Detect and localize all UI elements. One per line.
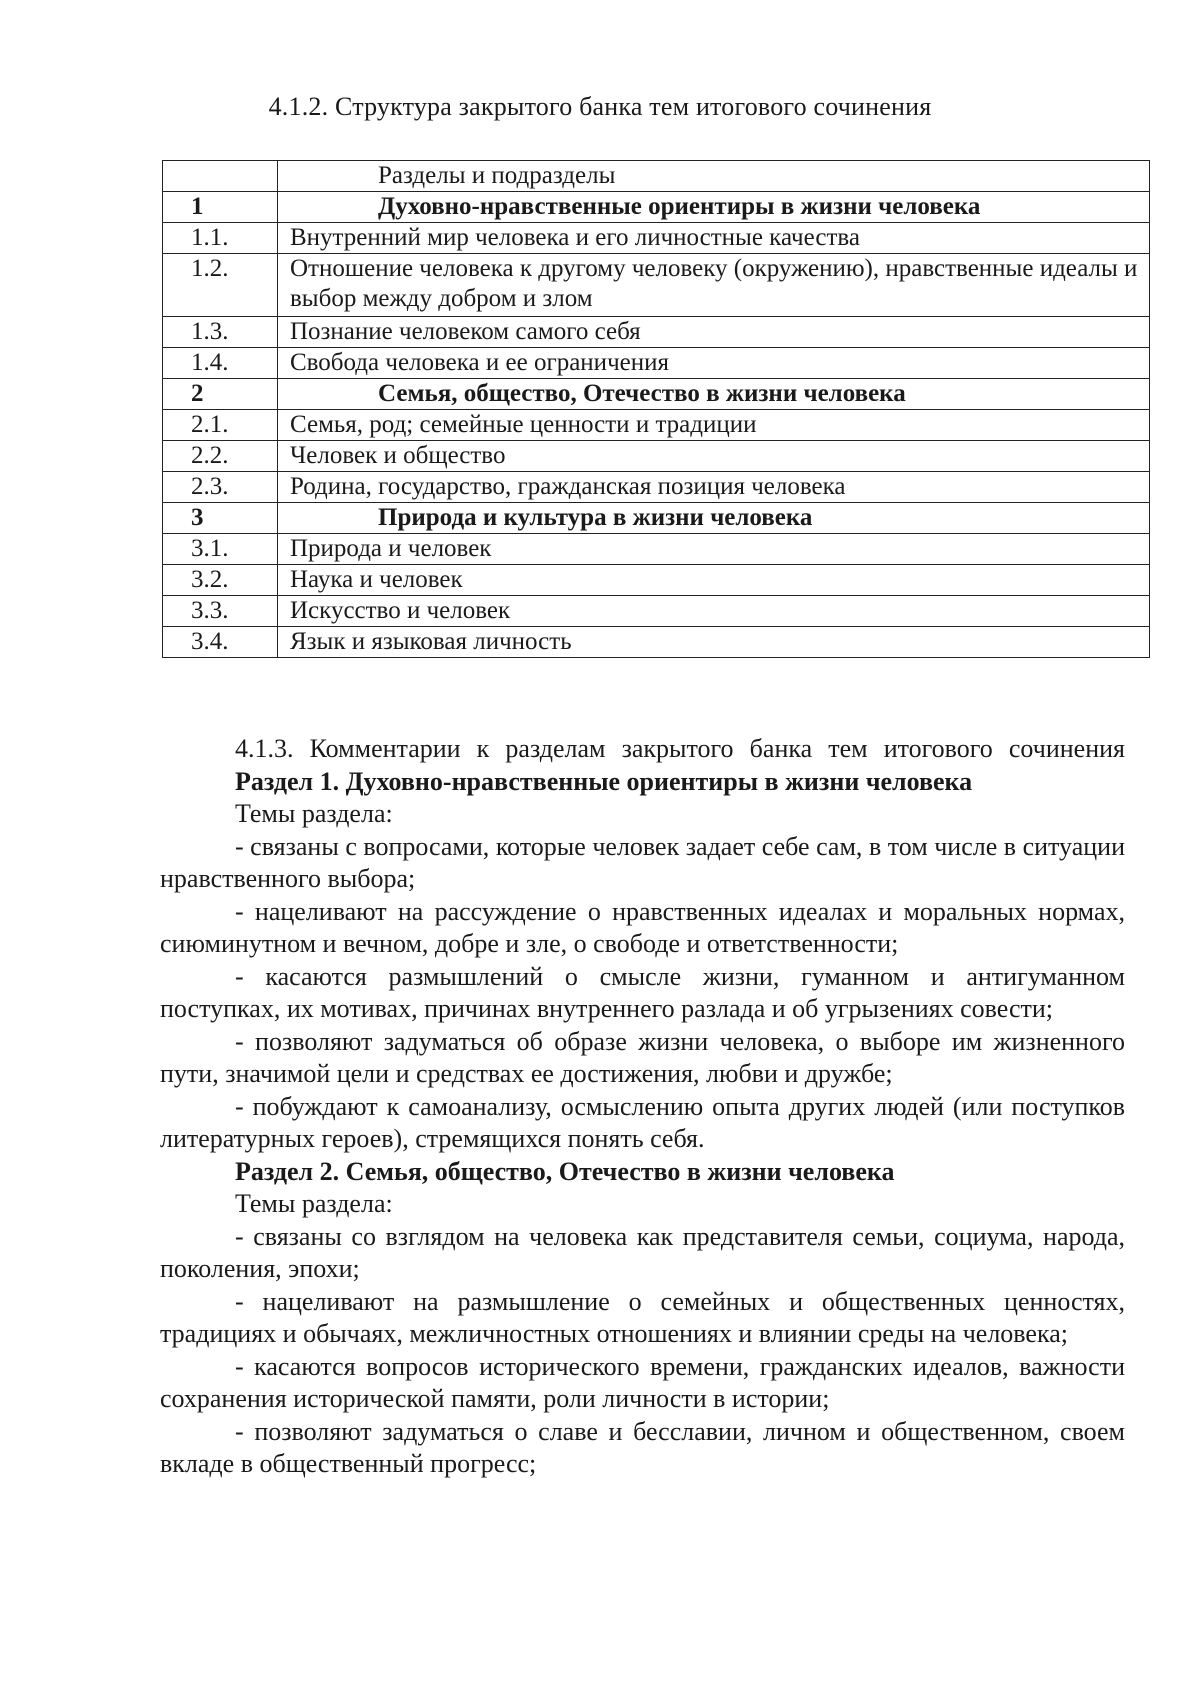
row-number: 3.3.: [163, 596, 278, 627]
subsection-title: Отношение человека к другому человеку (окружению), нравственные идеалы и выбор между добром и злом: [278, 254, 1150, 317]
section-1-item: - касаются размышлений о смысле жизни, гуманном и антигуманном поступках, их мотивах, причинах внутреннего разлада и об угрызениях совести;: [160, 961, 1125, 1023]
section-2-item: - касаются вопросов исторического времени, гражданских идеалов, важности сохранения исторической памяти, роли личности в истории;: [160, 1351, 1125, 1413]
table-row: [163, 596, 1150, 627]
table-row: [163, 348, 1150, 379]
row-number: 2.3.: [163, 472, 278, 503]
comments-section: [160, 733, 1125, 1481]
section-title: Духовно-нравственные ориентиры в жизни человека: [278, 192, 1150, 223]
subsection-title: Познание человеком самого себя: [278, 317, 1150, 348]
row-number: 2: [163, 379, 278, 410]
table-row: [163, 565, 1150, 596]
table-row: [163, 223, 1150, 254]
table-row: [163, 534, 1150, 565]
topics-structure-table: [162, 160, 1150, 658]
table-header-num-cell: [163, 161, 278, 192]
section-1-item: - нацеливают на рассуждение о нравственных идеалах и моральных нормах, сиюминутном и вечном, добре и зле, о свободе и ответственности;: [160, 896, 1125, 958]
row-number: 1.3.: [163, 317, 278, 348]
section-2-label: Темы раздела:: [235, 1189, 393, 1218]
table-row: [163, 503, 1150, 534]
section-1-item: - связаны с вопросами, которые человек задает себе сам, в том числе в ситуации нравственного выбора;: [160, 831, 1125, 893]
row-number: 3: [163, 503, 278, 534]
subsection-title: Внутренний мир человека и его личностные качества: [278, 223, 1150, 254]
table-row: [163, 627, 1150, 658]
table-header-row: [163, 161, 1150, 192]
row-number: 1.1.: [163, 223, 278, 254]
section-2-item: - нацеливают на размышление о семейных и общественных ценностях, традициях и обычаях, межличностных отношениях и влиянии среды на человека;: [160, 1286, 1125, 1348]
table-row: [163, 254, 1150, 317]
subsection-title: Человек и общество: [278, 441, 1150, 472]
table-row: [163, 410, 1150, 441]
table-row: [163, 441, 1150, 472]
section-title: Природа и культура в жизни человека: [278, 503, 1150, 534]
row-number: 1: [163, 192, 278, 223]
comments-intro: 4.1.3. Комментарии к разделам закрытого банка тем итогового сочинения: [235, 734, 1125, 763]
row-number: 3.2.: [163, 565, 278, 596]
table-row: [163, 379, 1150, 410]
table-header-cell: Разделы и подразделы: [278, 161, 1150, 192]
subsection-title: Родина, государство, гражданская позиция человека: [278, 472, 1150, 503]
subsection-title: Свобода человека и ее ограничения: [278, 348, 1150, 379]
row-number: 2.2.: [163, 441, 278, 472]
table-row: [163, 472, 1150, 503]
subsection-title: Наука и человек: [278, 565, 1150, 596]
subsection-title: Природа и человек: [278, 534, 1150, 565]
section-1-item: - позволяют задуматься об образе жизни человека, о выборе им жизненного пути, значимой цели и средствах ее достижения, любви и дружбе;: [160, 1026, 1125, 1088]
section-2-heading: Раздел 2. Семья, общество, Отечество в жизни человека: [235, 1156, 895, 1186]
row-number: 3.1.: [163, 534, 278, 565]
section-1-heading: Раздел 1. Духовно-нравственные ориентиры в жизни человека: [235, 766, 973, 796]
section-2-item: - связаны со взглядом на человека как представителя семьи, социума, народа, поколения, эпохи;: [160, 1221, 1125, 1283]
row-number: 2.1.: [163, 410, 278, 441]
row-number: 3.4.: [163, 627, 278, 658]
section-1-item: - побуждают к самоанализу, осмыслению опыта других людей (или поступков литературных героев), стремящихся понять себя.: [160, 1091, 1125, 1153]
page-title: 4.1.2. Структура закрытого банка тем итогового сочинения: [268, 92, 932, 121]
row-number: 1.2.: [163, 254, 278, 317]
row-number: 1.4.: [163, 348, 278, 379]
subsection-title: Семья, род; семейные ценности и традиции: [278, 410, 1150, 441]
subsection-title: Язык и языковая личность: [278, 627, 1150, 658]
table-row: [163, 192, 1150, 223]
table-row: [163, 317, 1150, 348]
section-1-label: Темы раздела:: [235, 799, 393, 828]
section-2-item: - позволяют задуматься о славе и бесславии, личном и общественном, своем вкладе в общественный прогресс;: [160, 1416, 1125, 1478]
subsection-title: Искусство и человек: [278, 596, 1150, 627]
section-title: Семья, общество, Отечество в жизни человека: [278, 379, 1150, 410]
